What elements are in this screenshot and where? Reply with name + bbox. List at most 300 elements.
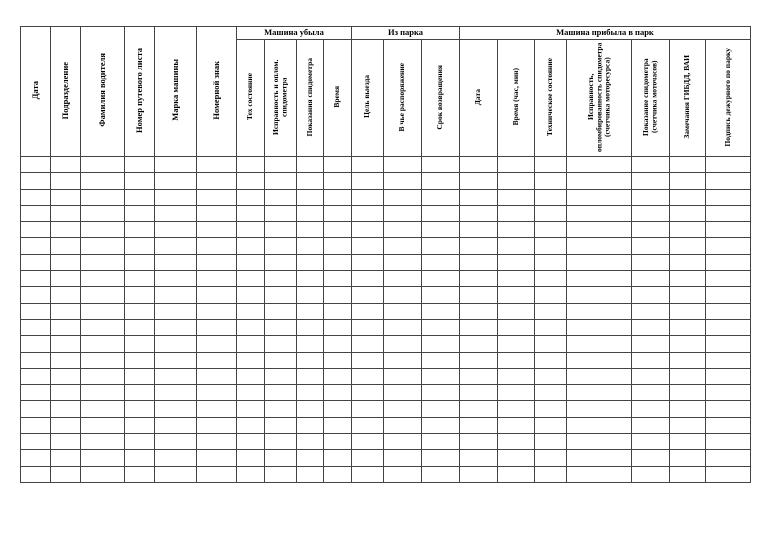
table-cell[interactable] bbox=[632, 434, 670, 450]
table-cell[interactable] bbox=[352, 205, 384, 221]
table-cell[interactable] bbox=[21, 352, 51, 368]
table-cell[interactable] bbox=[81, 303, 125, 319]
table-cell[interactable] bbox=[567, 368, 632, 384]
table-cell[interactable] bbox=[384, 303, 422, 319]
table-cell[interactable] bbox=[297, 417, 324, 433]
table-cell[interactable] bbox=[498, 238, 535, 254]
table-cell[interactable] bbox=[155, 368, 197, 384]
table-cell[interactable] bbox=[498, 319, 535, 335]
table-cell[interactable] bbox=[460, 222, 498, 238]
table-cell[interactable] bbox=[498, 368, 535, 384]
table-cell[interactable] bbox=[706, 466, 751, 482]
table-cell[interactable] bbox=[670, 466, 706, 482]
table-cell[interactable] bbox=[125, 287, 155, 303]
table-cell[interactable] bbox=[352, 336, 384, 352]
table-cell[interactable] bbox=[384, 450, 422, 466]
table-cell[interactable] bbox=[498, 417, 535, 433]
table-cell[interactable] bbox=[706, 271, 751, 287]
table-cell[interactable] bbox=[670, 205, 706, 221]
table-cell[interactable] bbox=[297, 238, 324, 254]
table-cell[interactable] bbox=[155, 450, 197, 466]
table-cell[interactable] bbox=[535, 205, 567, 221]
table-cell[interactable] bbox=[297, 222, 324, 238]
table-cell[interactable] bbox=[460, 434, 498, 450]
table-cell[interactable] bbox=[706, 417, 751, 433]
table-cell[interactable] bbox=[352, 434, 384, 450]
table-cell[interactable] bbox=[155, 352, 197, 368]
table-cell[interactable] bbox=[632, 401, 670, 417]
table-cell[interactable] bbox=[706, 189, 751, 205]
table-cell[interactable] bbox=[567, 238, 632, 254]
table-cell[interactable] bbox=[237, 368, 265, 384]
table-cell[interactable] bbox=[197, 157, 237, 173]
table-cell[interactable] bbox=[535, 450, 567, 466]
table-cell[interactable] bbox=[535, 417, 567, 433]
table-cell[interactable] bbox=[384, 173, 422, 189]
table-cell[interactable] bbox=[81, 401, 125, 417]
table-cell[interactable] bbox=[197, 205, 237, 221]
table-cell[interactable] bbox=[352, 401, 384, 417]
table-cell[interactable] bbox=[670, 173, 706, 189]
table-cell[interactable] bbox=[535, 238, 567, 254]
table-cell[interactable] bbox=[498, 401, 535, 417]
table-cell[interactable] bbox=[324, 336, 352, 352]
table-cell[interactable] bbox=[632, 254, 670, 270]
table-cell[interactable] bbox=[51, 205, 81, 221]
table-cell[interactable] bbox=[632, 385, 670, 401]
table-cell[interactable] bbox=[155, 173, 197, 189]
table-cell[interactable] bbox=[265, 287, 297, 303]
table-cell[interactable] bbox=[460, 271, 498, 287]
table-cell[interactable] bbox=[706, 368, 751, 384]
table-cell[interactable] bbox=[21, 385, 51, 401]
table-cell[interactable] bbox=[567, 466, 632, 482]
table-cell[interactable] bbox=[51, 238, 81, 254]
table-cell[interactable] bbox=[706, 222, 751, 238]
table-cell[interactable] bbox=[460, 336, 498, 352]
table-cell[interactable] bbox=[352, 271, 384, 287]
table-cell[interactable] bbox=[265, 238, 297, 254]
table-cell[interactable] bbox=[265, 434, 297, 450]
table-cell[interactable] bbox=[460, 319, 498, 335]
table-cell[interactable] bbox=[706, 319, 751, 335]
table-cell[interactable] bbox=[670, 450, 706, 466]
table-cell[interactable] bbox=[422, 303, 460, 319]
table-cell[interactable] bbox=[197, 319, 237, 335]
table-cell[interactable] bbox=[324, 222, 352, 238]
table-cell[interactable] bbox=[352, 157, 384, 173]
table-cell[interactable] bbox=[197, 287, 237, 303]
table-cell[interactable] bbox=[125, 271, 155, 287]
table-cell[interactable] bbox=[297, 205, 324, 221]
table-cell[interactable] bbox=[632, 205, 670, 221]
table-cell[interactable] bbox=[384, 434, 422, 450]
table-cell[interactable] bbox=[237, 417, 265, 433]
table-cell[interactable] bbox=[706, 287, 751, 303]
table-cell[interactable] bbox=[81, 319, 125, 335]
table-cell[interactable] bbox=[237, 222, 265, 238]
table-cell[interactable] bbox=[324, 303, 352, 319]
table-cell[interactable] bbox=[81, 434, 125, 450]
table-cell[interactable] bbox=[567, 222, 632, 238]
table-cell[interactable] bbox=[567, 336, 632, 352]
table-cell[interactable] bbox=[51, 368, 81, 384]
table-cell[interactable] bbox=[706, 254, 751, 270]
table-cell[interactable] bbox=[297, 368, 324, 384]
table-cell[interactable] bbox=[632, 319, 670, 335]
table-cell[interactable] bbox=[567, 352, 632, 368]
table-cell[interactable] bbox=[125, 222, 155, 238]
table-cell[interactable] bbox=[670, 271, 706, 287]
table-cell[interactable] bbox=[125, 173, 155, 189]
table-cell[interactable] bbox=[81, 205, 125, 221]
table-cell[interactable] bbox=[706, 352, 751, 368]
table-cell[interactable] bbox=[324, 466, 352, 482]
table-cell[interactable] bbox=[265, 401, 297, 417]
table-cell[interactable] bbox=[460, 450, 498, 466]
table-cell[interactable] bbox=[384, 417, 422, 433]
table-cell[interactable] bbox=[197, 368, 237, 384]
table-cell[interactable] bbox=[324, 238, 352, 254]
table-cell[interactable] bbox=[460, 287, 498, 303]
table-cell[interactable] bbox=[237, 352, 265, 368]
table-cell[interactable] bbox=[422, 336, 460, 352]
table-cell[interactable] bbox=[670, 368, 706, 384]
table-cell[interactable] bbox=[125, 238, 155, 254]
table-cell[interactable] bbox=[567, 319, 632, 335]
table-cell[interactable] bbox=[422, 401, 460, 417]
table-cell[interactable] bbox=[567, 385, 632, 401]
table-cell[interactable] bbox=[81, 417, 125, 433]
table-cell[interactable] bbox=[632, 287, 670, 303]
table-cell[interactable] bbox=[422, 189, 460, 205]
table-cell[interactable] bbox=[422, 287, 460, 303]
table-cell[interactable] bbox=[460, 303, 498, 319]
table-cell[interactable] bbox=[265, 466, 297, 482]
table-cell[interactable] bbox=[125, 450, 155, 466]
table-cell[interactable] bbox=[197, 189, 237, 205]
table-cell[interactable] bbox=[567, 434, 632, 450]
table-cell[interactable] bbox=[324, 205, 352, 221]
table-cell[interactable] bbox=[155, 319, 197, 335]
table-cell[interactable] bbox=[706, 205, 751, 221]
table-cell[interactable] bbox=[51, 319, 81, 335]
table-cell[interactable] bbox=[670, 336, 706, 352]
table-cell[interactable] bbox=[324, 352, 352, 368]
table-cell[interactable] bbox=[460, 352, 498, 368]
table-cell[interactable] bbox=[81, 385, 125, 401]
table-cell[interactable] bbox=[324, 368, 352, 384]
table-cell[interactable] bbox=[125, 157, 155, 173]
table-cell[interactable] bbox=[422, 352, 460, 368]
table-cell[interactable] bbox=[498, 205, 535, 221]
table-cell[interactable] bbox=[155, 205, 197, 221]
table-cell[interactable] bbox=[125, 385, 155, 401]
table-cell[interactable] bbox=[297, 450, 324, 466]
table-cell[interactable] bbox=[265, 319, 297, 335]
table-cell[interactable] bbox=[51, 222, 81, 238]
table-cell[interactable] bbox=[81, 450, 125, 466]
table-cell[interactable] bbox=[51, 434, 81, 450]
table-cell[interactable] bbox=[352, 254, 384, 270]
table-cell[interactable] bbox=[125, 205, 155, 221]
table-cell[interactable] bbox=[384, 368, 422, 384]
table-cell[interactable] bbox=[422, 450, 460, 466]
table-cell[interactable] bbox=[498, 222, 535, 238]
table-cell[interactable] bbox=[297, 173, 324, 189]
table-cell[interactable] bbox=[352, 287, 384, 303]
table-cell[interactable] bbox=[535, 189, 567, 205]
table-cell[interactable] bbox=[21, 434, 51, 450]
table-cell[interactable] bbox=[422, 157, 460, 173]
table-cell[interactable] bbox=[422, 254, 460, 270]
table-cell[interactable] bbox=[460, 205, 498, 221]
table-cell[interactable] bbox=[324, 254, 352, 270]
table-cell[interactable] bbox=[197, 238, 237, 254]
table-cell[interactable] bbox=[498, 189, 535, 205]
table-cell[interactable] bbox=[155, 287, 197, 303]
table-cell[interactable] bbox=[81, 368, 125, 384]
table-cell[interactable] bbox=[51, 173, 81, 189]
table-cell[interactable] bbox=[632, 417, 670, 433]
table-cell[interactable] bbox=[670, 319, 706, 335]
table-cell[interactable] bbox=[535, 336, 567, 352]
table-cell[interactable] bbox=[567, 205, 632, 221]
table-cell[interactable] bbox=[384, 319, 422, 335]
table-cell[interactable] bbox=[237, 271, 265, 287]
table-cell[interactable] bbox=[632, 352, 670, 368]
table-cell[interactable] bbox=[324, 287, 352, 303]
table-cell[interactable] bbox=[155, 401, 197, 417]
table-cell[interactable] bbox=[51, 271, 81, 287]
table-cell[interactable] bbox=[51, 157, 81, 173]
table-cell[interactable] bbox=[706, 173, 751, 189]
table-cell[interactable] bbox=[237, 189, 265, 205]
table-cell[interactable] bbox=[567, 157, 632, 173]
table-cell[interactable] bbox=[125, 319, 155, 335]
table-cell[interactable] bbox=[535, 385, 567, 401]
table-cell[interactable] bbox=[460, 254, 498, 270]
table-cell[interactable] bbox=[460, 417, 498, 433]
table-cell[interactable] bbox=[21, 254, 51, 270]
table-cell[interactable] bbox=[155, 385, 197, 401]
table-cell[interactable] bbox=[535, 222, 567, 238]
table-cell[interactable] bbox=[422, 368, 460, 384]
table-cell[interactable] bbox=[125, 336, 155, 352]
table-cell[interactable] bbox=[155, 189, 197, 205]
table-cell[interactable] bbox=[125, 401, 155, 417]
table-cell[interactable] bbox=[81, 287, 125, 303]
table-cell[interactable] bbox=[297, 466, 324, 482]
table-cell[interactable] bbox=[21, 417, 51, 433]
table-cell[interactable] bbox=[706, 157, 751, 173]
table-cell[interactable] bbox=[125, 254, 155, 270]
table-cell[interactable] bbox=[155, 434, 197, 450]
table-cell[interactable] bbox=[155, 417, 197, 433]
table-cell[interactable] bbox=[297, 401, 324, 417]
table-cell[interactable] bbox=[81, 271, 125, 287]
table-cell[interactable] bbox=[460, 368, 498, 384]
table-cell[interactable] bbox=[535, 434, 567, 450]
table-cell[interactable] bbox=[632, 222, 670, 238]
table-cell[interactable] bbox=[237, 336, 265, 352]
table-cell[interactable] bbox=[422, 205, 460, 221]
table-cell[interactable] bbox=[125, 189, 155, 205]
table-cell[interactable] bbox=[706, 238, 751, 254]
table-cell[interactable] bbox=[265, 189, 297, 205]
table-cell[interactable] bbox=[535, 352, 567, 368]
table-cell[interactable] bbox=[155, 336, 197, 352]
table-cell[interactable] bbox=[51, 466, 81, 482]
table-cell[interactable] bbox=[81, 189, 125, 205]
table-cell[interactable] bbox=[670, 222, 706, 238]
table-cell[interactable] bbox=[706, 434, 751, 450]
table-cell[interactable] bbox=[632, 271, 670, 287]
table-cell[interactable] bbox=[567, 271, 632, 287]
table-cell[interactable] bbox=[197, 336, 237, 352]
table-cell[interactable] bbox=[21, 450, 51, 466]
table-cell[interactable] bbox=[384, 385, 422, 401]
table-cell[interactable] bbox=[21, 401, 51, 417]
table-cell[interactable] bbox=[81, 222, 125, 238]
table-cell[interactable] bbox=[21, 368, 51, 384]
table-cell[interactable] bbox=[352, 173, 384, 189]
table-cell[interactable] bbox=[352, 417, 384, 433]
table-cell[interactable] bbox=[125, 466, 155, 482]
table-cell[interactable] bbox=[384, 238, 422, 254]
table-cell[interactable] bbox=[21, 287, 51, 303]
table-cell[interactable] bbox=[297, 287, 324, 303]
table-cell[interactable] bbox=[632, 238, 670, 254]
table-cell[interactable] bbox=[297, 254, 324, 270]
table-cell[interactable] bbox=[197, 466, 237, 482]
table-cell[interactable] bbox=[155, 157, 197, 173]
table-cell[interactable] bbox=[197, 271, 237, 287]
table-cell[interactable] bbox=[51, 254, 81, 270]
table-cell[interactable] bbox=[265, 271, 297, 287]
table-cell[interactable] bbox=[422, 417, 460, 433]
table-cell[interactable] bbox=[324, 450, 352, 466]
table-cell[interactable] bbox=[155, 271, 197, 287]
table-cell[interactable] bbox=[460, 157, 498, 173]
table-cell[interactable] bbox=[670, 157, 706, 173]
table-cell[interactable] bbox=[535, 173, 567, 189]
table-cell[interactable] bbox=[197, 417, 237, 433]
table-cell[interactable] bbox=[81, 352, 125, 368]
table-cell[interactable] bbox=[237, 319, 265, 335]
table-cell[interactable] bbox=[81, 157, 125, 173]
table-cell[interactable] bbox=[81, 466, 125, 482]
table-cell[interactable] bbox=[237, 303, 265, 319]
table-cell[interactable] bbox=[352, 385, 384, 401]
table-cell[interactable] bbox=[670, 417, 706, 433]
table-cell[interactable] bbox=[632, 336, 670, 352]
table-cell[interactable] bbox=[197, 173, 237, 189]
table-cell[interactable] bbox=[535, 401, 567, 417]
table-cell[interactable] bbox=[384, 271, 422, 287]
table-cell[interactable] bbox=[498, 173, 535, 189]
table-cell[interactable] bbox=[125, 303, 155, 319]
table-cell[interactable] bbox=[632, 466, 670, 482]
table-cell[interactable] bbox=[265, 254, 297, 270]
table-cell[interactable] bbox=[197, 352, 237, 368]
table-cell[interactable] bbox=[237, 401, 265, 417]
table-cell[interactable] bbox=[265, 368, 297, 384]
table-cell[interactable] bbox=[297, 434, 324, 450]
table-cell[interactable] bbox=[21, 466, 51, 482]
table-cell[interactable] bbox=[498, 450, 535, 466]
table-cell[interactable] bbox=[706, 303, 751, 319]
table-cell[interactable] bbox=[460, 238, 498, 254]
table-cell[interactable] bbox=[384, 352, 422, 368]
table-cell[interactable] bbox=[535, 287, 567, 303]
table-cell[interactable] bbox=[237, 254, 265, 270]
table-cell[interactable] bbox=[632, 368, 670, 384]
table-cell[interactable] bbox=[237, 173, 265, 189]
table-cell[interactable] bbox=[51, 287, 81, 303]
table-cell[interactable] bbox=[21, 173, 51, 189]
table-cell[interactable] bbox=[460, 173, 498, 189]
table-cell[interactable] bbox=[498, 385, 535, 401]
table-cell[interactable] bbox=[498, 434, 535, 450]
table-cell[interactable] bbox=[384, 189, 422, 205]
table-cell[interactable] bbox=[567, 450, 632, 466]
table-cell[interactable] bbox=[237, 385, 265, 401]
table-cell[interactable] bbox=[265, 173, 297, 189]
table-cell[interactable] bbox=[670, 434, 706, 450]
table-cell[interactable] bbox=[352, 238, 384, 254]
table-cell[interactable] bbox=[265, 450, 297, 466]
table-cell[interactable] bbox=[125, 417, 155, 433]
table-cell[interactable] bbox=[297, 189, 324, 205]
table-cell[interactable] bbox=[265, 336, 297, 352]
table-cell[interactable] bbox=[567, 417, 632, 433]
table-cell[interactable] bbox=[155, 238, 197, 254]
table-cell[interactable] bbox=[460, 401, 498, 417]
table-cell[interactable] bbox=[422, 385, 460, 401]
table-cell[interactable] bbox=[21, 271, 51, 287]
table-cell[interactable] bbox=[670, 352, 706, 368]
table-cell[interactable] bbox=[535, 271, 567, 287]
table-cell[interactable] bbox=[125, 434, 155, 450]
table-cell[interactable] bbox=[21, 189, 51, 205]
table-cell[interactable] bbox=[51, 303, 81, 319]
table-cell[interactable] bbox=[535, 303, 567, 319]
table-cell[interactable] bbox=[384, 287, 422, 303]
table-cell[interactable] bbox=[670, 189, 706, 205]
table-cell[interactable] bbox=[384, 336, 422, 352]
table-cell[interactable] bbox=[265, 352, 297, 368]
table-cell[interactable] bbox=[324, 385, 352, 401]
table-cell[interactable] bbox=[265, 303, 297, 319]
table-cell[interactable] bbox=[297, 271, 324, 287]
table-cell[interactable] bbox=[384, 466, 422, 482]
table-cell[interactable] bbox=[51, 352, 81, 368]
table-cell[interactable] bbox=[567, 287, 632, 303]
table-cell[interactable] bbox=[535, 319, 567, 335]
table-cell[interactable] bbox=[324, 189, 352, 205]
table-cell[interactable] bbox=[352, 189, 384, 205]
table-cell[interactable] bbox=[237, 287, 265, 303]
table-cell[interactable] bbox=[21, 319, 51, 335]
table-cell[interactable] bbox=[498, 466, 535, 482]
table-cell[interactable] bbox=[670, 254, 706, 270]
table-cell[interactable] bbox=[384, 254, 422, 270]
table-cell[interactable] bbox=[670, 238, 706, 254]
table-cell[interactable] bbox=[155, 303, 197, 319]
table-cell[interactable] bbox=[460, 189, 498, 205]
table-cell[interactable] bbox=[155, 254, 197, 270]
